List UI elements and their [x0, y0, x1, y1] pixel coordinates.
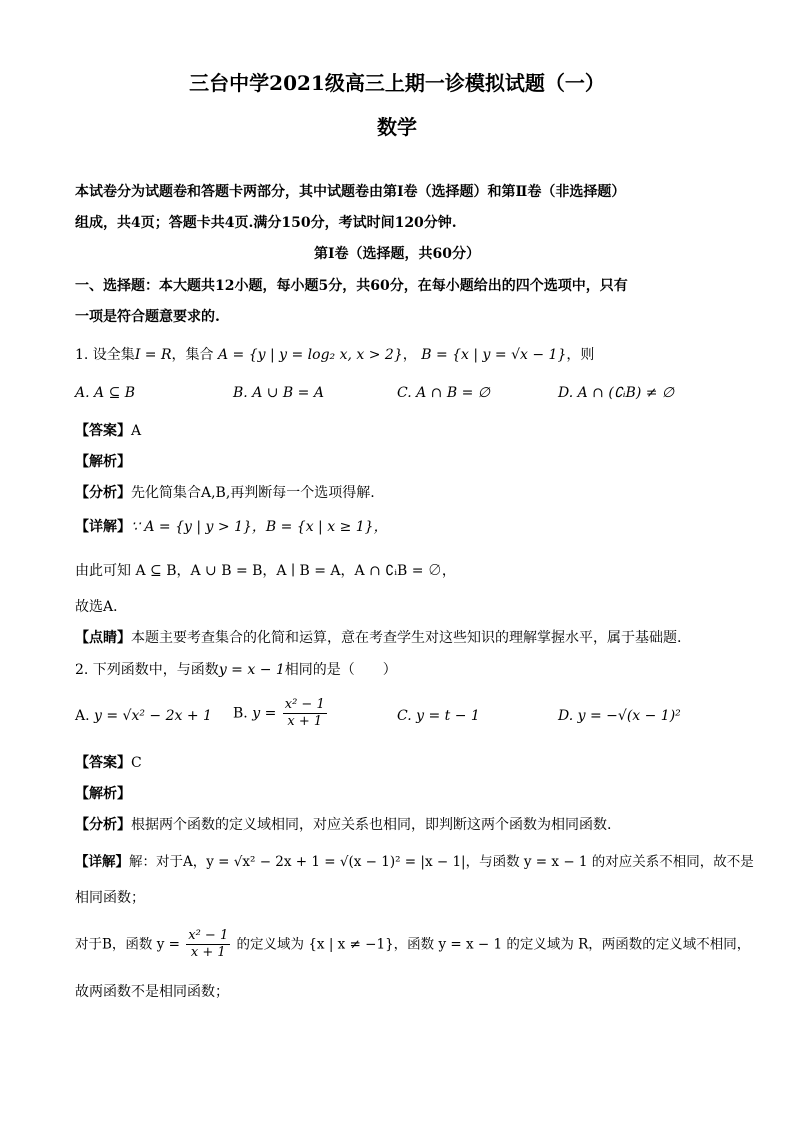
fenxi-tag: 【分析】 — [75, 485, 131, 501]
q2-stem-prefix: 2. 下列函数中，与函数 — [75, 662, 219, 678]
q1-stem-mid: ，集合 — [171, 347, 214, 363]
q1-conclude: 故选A． — [75, 599, 128, 615]
q1-stem-prefix: 1. 设全集 — [75, 347, 135, 363]
q1-option-a: A. A ⊆ B — [75, 385, 136, 401]
fenxi-tag: 【分析】 — [75, 817, 131, 833]
section-heading: 第Ⅰ卷（选择题，共60分） — [313, 246, 481, 262]
fenxi-text: 根据两个函数的定义域相同，对应关系也相同，即判断这两个函数为相同函数. — [131, 817, 612, 833]
q1-option-d: D. A ∩ (∁ᵢB) ≠ ∅ — [558, 385, 675, 401]
subject-title: 数学 — [377, 115, 417, 139]
q2-xiangjie-a — [75, 852, 754, 872]
fraction-denominator: x + 1 — [190, 945, 226, 960]
answer-value: C — [131, 755, 142, 771]
xiangjie-tag: 【详解】 — [75, 854, 129, 870]
fraction-denominator: x + 1 — [287, 714, 323, 729]
fraction-numerator: x² − 1 — [284, 697, 325, 712]
intro-line-2: 组成，共4页；答题卡共4页.满分150分，考试时间120分钟. — [75, 215, 457, 231]
fenxi-text: 先化简集合A,B,再判断每一个选项得解. — [131, 485, 375, 501]
q2-option-b-lhs: y = — [252, 705, 277, 722]
q1-dianjing — [75, 628, 681, 648]
xiangjie-tag: 【详解】 — [75, 519, 131, 535]
q2-stem-fn: y = x − 1 — [218, 662, 285, 678]
q1-derive: 由此可知 A ⊆ B，A ∪ B = B，A ∣ B = A，A ∩ ∁ᵢB = ∅， — [75, 563, 456, 579]
q1-set-A: A = {y | y = log₂ x, x > 2} — [217, 347, 403, 363]
q1-stem-sep: ， — [402, 347, 417, 363]
q2-fenxi — [75, 815, 611, 835]
intro-line-1: 本试卷分为试题卷和答题卡两部分，其中试题卷由第Ⅰ卷（选择题）和第Ⅱ卷（非选择题） — [75, 184, 626, 200]
q1-answer — [75, 421, 141, 441]
answer-value: A — [131, 423, 142, 439]
q1-xiangjie — [75, 517, 388, 537]
q2-stem — [75, 660, 397, 680]
q2-xiangjie-b2: 故两函数不是相同函数； — [75, 984, 229, 1000]
q1-analysis-tag: 【解析】 — [75, 454, 131, 470]
q1-set-I: I = R — [134, 347, 172, 363]
q2-option-a-expr: y = √x² − 2x + 1 — [94, 708, 212, 724]
q2-xiangjie-b — [75, 926, 750, 963]
answer-tag: 【答案】 — [75, 423, 131, 439]
q2-option-c: C. y = t − 1 — [397, 708, 480, 724]
xiangjie-b-rest: 的定义域为 {x | x ≠ −1}，函数 y = x − 1 的定义域为 R，两函数的定义域不相同， — [236, 936, 751, 953]
part-heading-1: 一、选择题：本大题共12小题，每小题5分，共60分，在每小题给出的四个选项中，只有 — [75, 278, 628, 294]
dianjing-tag: 【点睛】 — [75, 630, 131, 646]
dianjing-text: 本题主要考查集合的化简和运算，意在考查学生对这些知识的理解掌握水平，属于基础题. — [131, 630, 682, 646]
q1-option-c: C. A ∩ B = ∅ — [397, 385, 490, 401]
q2-option-b-fraction — [283, 697, 327, 730]
xiangjie-a-text: 解：对于A，y = √x² − 2x + 1 = √(x − 1)² = |x − 1|，与函数 y = x − 1 的对应关系不相同，故不是 — [129, 854, 754, 870]
fraction-numerator: x² − 1 — [188, 928, 229, 943]
page-title: 三台中学2021级高三上期一诊模拟试题（一） — [189, 71, 605, 95]
part-heading-2: 一项是符合题意要求的. — [75, 309, 220, 325]
answer-tag: 【答案】 — [75, 755, 131, 771]
q2-answer — [75, 753, 142, 773]
q2-stem-end: 相同的是（ ） — [284, 662, 397, 678]
q2-option-b — [233, 697, 329, 730]
q1-stem-end: ，则 — [566, 347, 595, 363]
q1-option-b: B. A ∪ B = A — [233, 385, 324, 401]
q1-fenxi — [75, 483, 375, 503]
q2-analysis-tag: 【解析】 — [75, 786, 131, 802]
q2-xiangjie-a2: 相同函数； — [75, 890, 145, 906]
q1-set-B: B = {x | y = √x − 1} — [421, 347, 567, 363]
q2-option-d: D. y = −√(x − 1)² — [558, 708, 681, 724]
q1-stem — [75, 345, 594, 365]
q2-option-b-label: B. — [233, 705, 248, 722]
xiangjie-text: ∵ A = {y | y > 1}，B = {x | x ≥ 1}， — [131, 519, 388, 535]
q2-option-a — [75, 706, 212, 726]
q2-option-a-label: A. — [75, 708, 90, 724]
xiangjie-b-prefix: 对于B，函数 y = — [75, 936, 180, 953]
xiangjie-b-fraction — [186, 928, 230, 961]
